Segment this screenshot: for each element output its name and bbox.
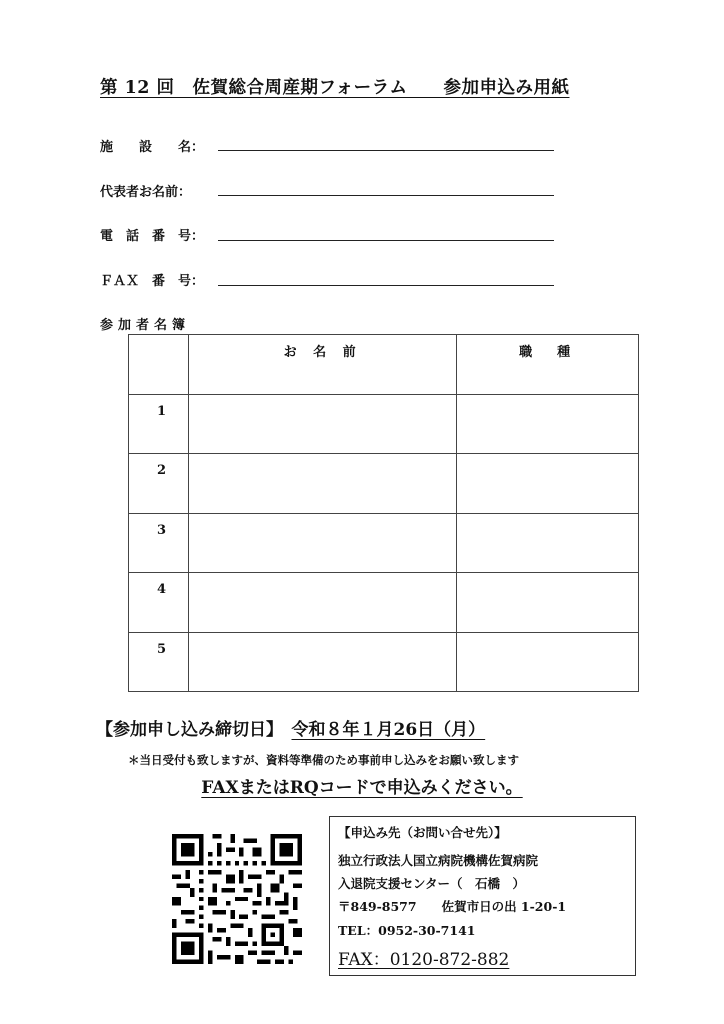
row-number: 1 (129, 394, 189, 454)
job-cell[interactable] (457, 454, 639, 514)
form-title: 第 12 回 佐賀総合周産期フォーラム 参加申込み用紙 (100, 78, 570, 98)
contact-address: 〒849-8577 佐賀市日の出 1-20-1 (338, 899, 567, 914)
deadline-date: 令和８年１月26日（月） (291, 720, 486, 740)
contact-department: 入退院支援センター（ 石橋 ） (338, 876, 526, 891)
table-header-job: 職 種 (457, 335, 639, 395)
table-row (129, 454, 639, 514)
fax-number-field[interactable] (218, 285, 554, 286)
deadline-label: 【参加申し込み締切日】 (96, 720, 275, 740)
contact-header: 【申込み先（お問い合せ先）】 (338, 825, 507, 840)
contact-tel: TEL：0952-30-7141 (338, 923, 476, 938)
facility-name-field[interactable] (218, 150, 554, 151)
table-row (129, 513, 639, 573)
representative-name-label: 代表者お名前： (100, 185, 192, 200)
table-header-name: お 名 前 (188, 335, 456, 395)
facility-name-label: 施 設 名： (100, 140, 205, 155)
registration-note: ＊当日受付も致しますが、資料等準備のため事前申し込みをお願い致します (128, 753, 519, 767)
qr-code-icon[interactable] (172, 834, 302, 964)
roster-label: 参加者名簿 (100, 318, 191, 333)
phone-number-label: 電 話 番 号： (100, 229, 205, 244)
name-cell[interactable] (188, 632, 456, 692)
row-number: 2 (129, 454, 189, 514)
job-cell[interactable] (457, 573, 639, 633)
table-row (129, 573, 639, 633)
row-number: 5 (129, 632, 189, 692)
job-cell[interactable] (457, 632, 639, 692)
name-cell[interactable] (188, 454, 456, 514)
representative-name-field[interactable] (218, 195, 554, 196)
job-cell[interactable] (457, 513, 639, 573)
table-row (129, 394, 639, 454)
name-cell[interactable] (188, 513, 456, 573)
row-number: 4 (129, 573, 189, 633)
contact-box (329, 816, 636, 976)
row-number: 3 (129, 513, 189, 573)
apply-instruction (0, 773, 724, 798)
table-header-row (129, 335, 639, 395)
phone-number-field[interactable] (218, 240, 554, 241)
deadline (96, 715, 485, 740)
apply-text: FAXまたはRQコードで申込みください。 (201, 778, 523, 798)
name-cell[interactable] (188, 573, 456, 633)
participant-roster-table (128, 334, 639, 692)
table-header-number (129, 335, 189, 395)
name-cell[interactable] (188, 394, 456, 454)
table-row (129, 632, 639, 692)
fax-number-label: ＦＡＸ 番 号： (100, 274, 205, 289)
contact-fax: FAX：0120-872-882 (338, 950, 510, 970)
job-cell[interactable] (457, 394, 639, 454)
contact-organization: 独立行政法人国立病院機構佐賀病院 (338, 853, 539, 868)
